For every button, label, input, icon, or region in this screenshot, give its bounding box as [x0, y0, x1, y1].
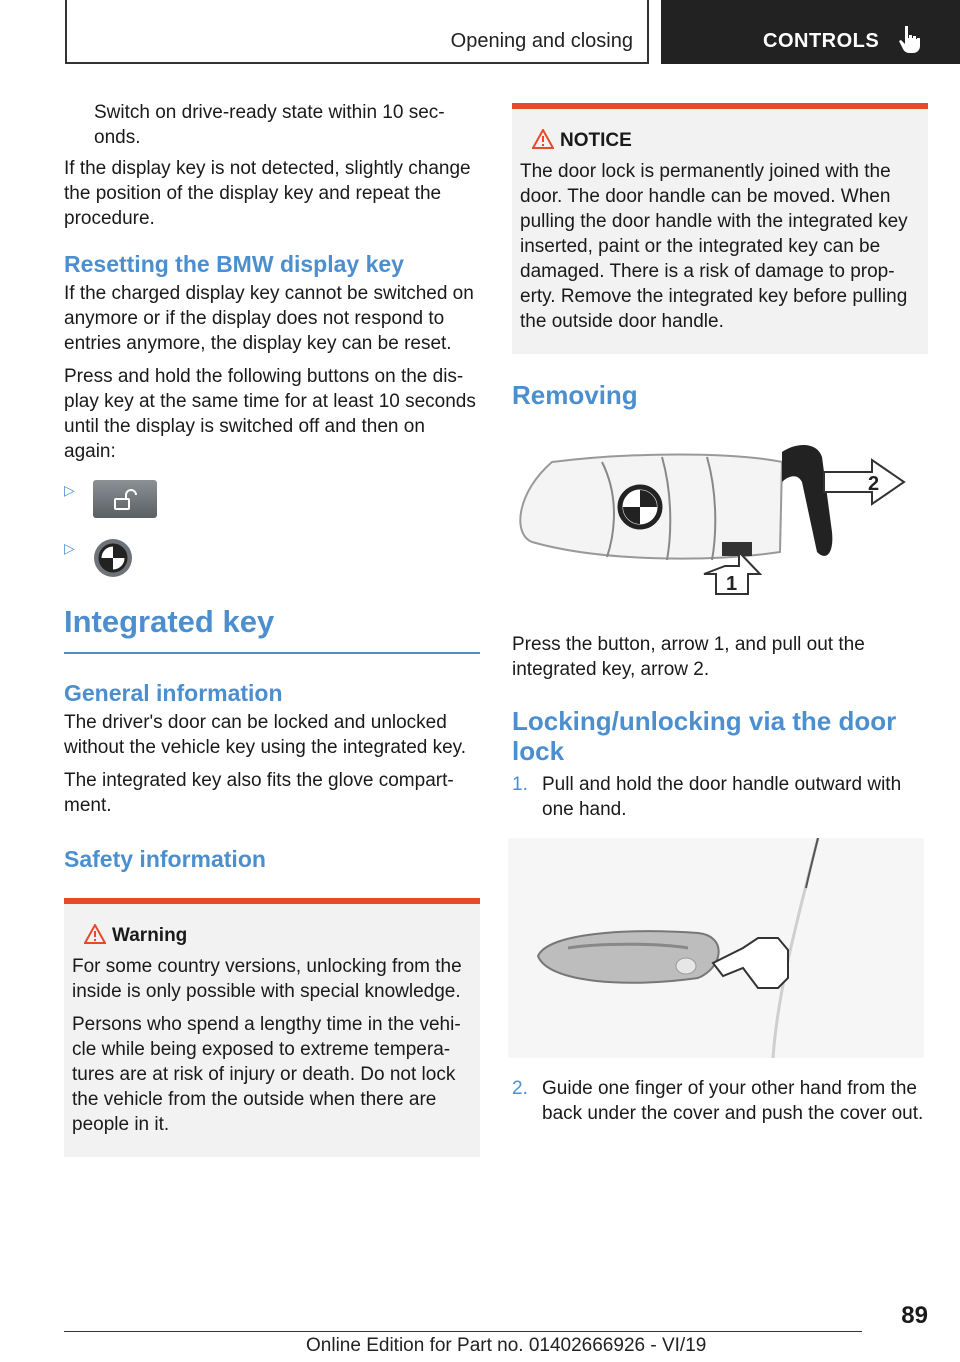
warning-triangle-icon: [532, 129, 554, 149]
bullet-unlock-button: [64, 480, 480, 520]
warning-paragraph-2: Persons who spend a lengthy time in the vehi-cle while being exposed to extreme tempera-tures are at risk of injury or death. Do not lock the vehicle from the outside when there are people in it.: [72, 1014, 461, 1135]
reset-paragraph-1: If the charged display key cannot be switched on anymore or if the display does not respond to entries anymore, the display key can be reset.: [64, 283, 474, 354]
locking-heading: Locking/unlocking via the door lock: [512, 706, 897, 766]
warning-paragraph-1: For some country versions, unlocking from the inside is only possible with special knowledge.: [72, 956, 462, 1002]
bullet-marker: ▷: [64, 540, 75, 556]
step-2-text: Guide one finger of your other hand from the back under the cover and push the cover out.: [542, 1078, 924, 1124]
intro-paragraph: If the display key is not detected, slightly change the position of the display key and repeat the procedure.: [64, 158, 471, 229]
section-title: Opening and closing: [450, 30, 633, 52]
general-paragraph-1: The driver's door can be locked and unlocked without the vehicle key using the integrated key.: [64, 712, 467, 758]
running-header-chapter: [661, 0, 960, 64]
general-paragraph-2: The integrated key also fits the glove compart-ment.: [64, 770, 454, 816]
general-info-heading: General information: [64, 680, 283, 706]
edition-line: Online Edition for Part no. 01402666926 - VI/19: [306, 1335, 707, 1356]
chapter-title: CONTROLS: [763, 30, 880, 52]
footer-rule: [64, 1331, 862, 1332]
step-1-number: 1.: [512, 774, 528, 795]
notice-box: [512, 103, 928, 354]
bullet-marker: ▷: [64, 482, 75, 498]
warning-title: [72, 924, 472, 948]
left-column: [64, 100, 480, 1157]
pointing-hand-icon: [897, 24, 923, 54]
step-2-number: 2.: [512, 1078, 528, 1099]
arrow-2-label: 2: [868, 473, 880, 495]
warning-triangle-icon: [84, 924, 106, 944]
bmw-logo-button-icon: [93, 538, 133, 578]
warning-title-text: Warning: [112, 925, 188, 946]
step-1-text: Pull and hold the door handle outward with one hand.: [542, 774, 902, 820]
step-2: [512, 1076, 928, 1126]
reset-paragraph-2: Press and hold the following buttons on the dis-play key at the same time for at least 10 seconds until the display is switched off and then on again:: [64, 366, 476, 462]
removing-paragraph: Press the button, arrow 1, and pull out the integrated key, arrow 2.: [512, 634, 865, 680]
running-header-section: [65, 0, 649, 64]
right-column: [512, 103, 928, 1126]
safety-info-heading: Safety information: [64, 846, 266, 872]
reset-heading: Resetting the BMW display key: [64, 251, 404, 277]
door-handle-illustration: [508, 838, 924, 1058]
unlock-button-image: [93, 480, 157, 518]
arrow-1-label: 1: [726, 573, 738, 595]
notice-paragraph: The door lock is permanently joined with the door. The door handle can be moved. When pulling the door handle with the integrated key inserted, paint or the integrated key can be damaged. There is a risk of damage to prop-erty. Remove the integrated key before pulling the outside door handle.: [520, 161, 908, 332]
bullet-bmw-button: [64, 538, 480, 578]
removing-heading: Removing: [512, 380, 638, 410]
notice-title-text: NOTICE: [560, 130, 632, 151]
key-removal-illustration: [512, 422, 928, 612]
step-1: [512, 772, 928, 822]
page-number: 89: [901, 1302, 928, 1329]
heading-rule: [64, 652, 480, 654]
notice-title: [520, 129, 920, 153]
integrated-key-heading: Integrated key: [64, 604, 275, 639]
intro-indented-text: Switch on drive-ready state within 10 sec-onds.: [94, 102, 445, 148]
warning-box: [64, 898, 480, 1157]
unlock-icon: [93, 480, 157, 518]
